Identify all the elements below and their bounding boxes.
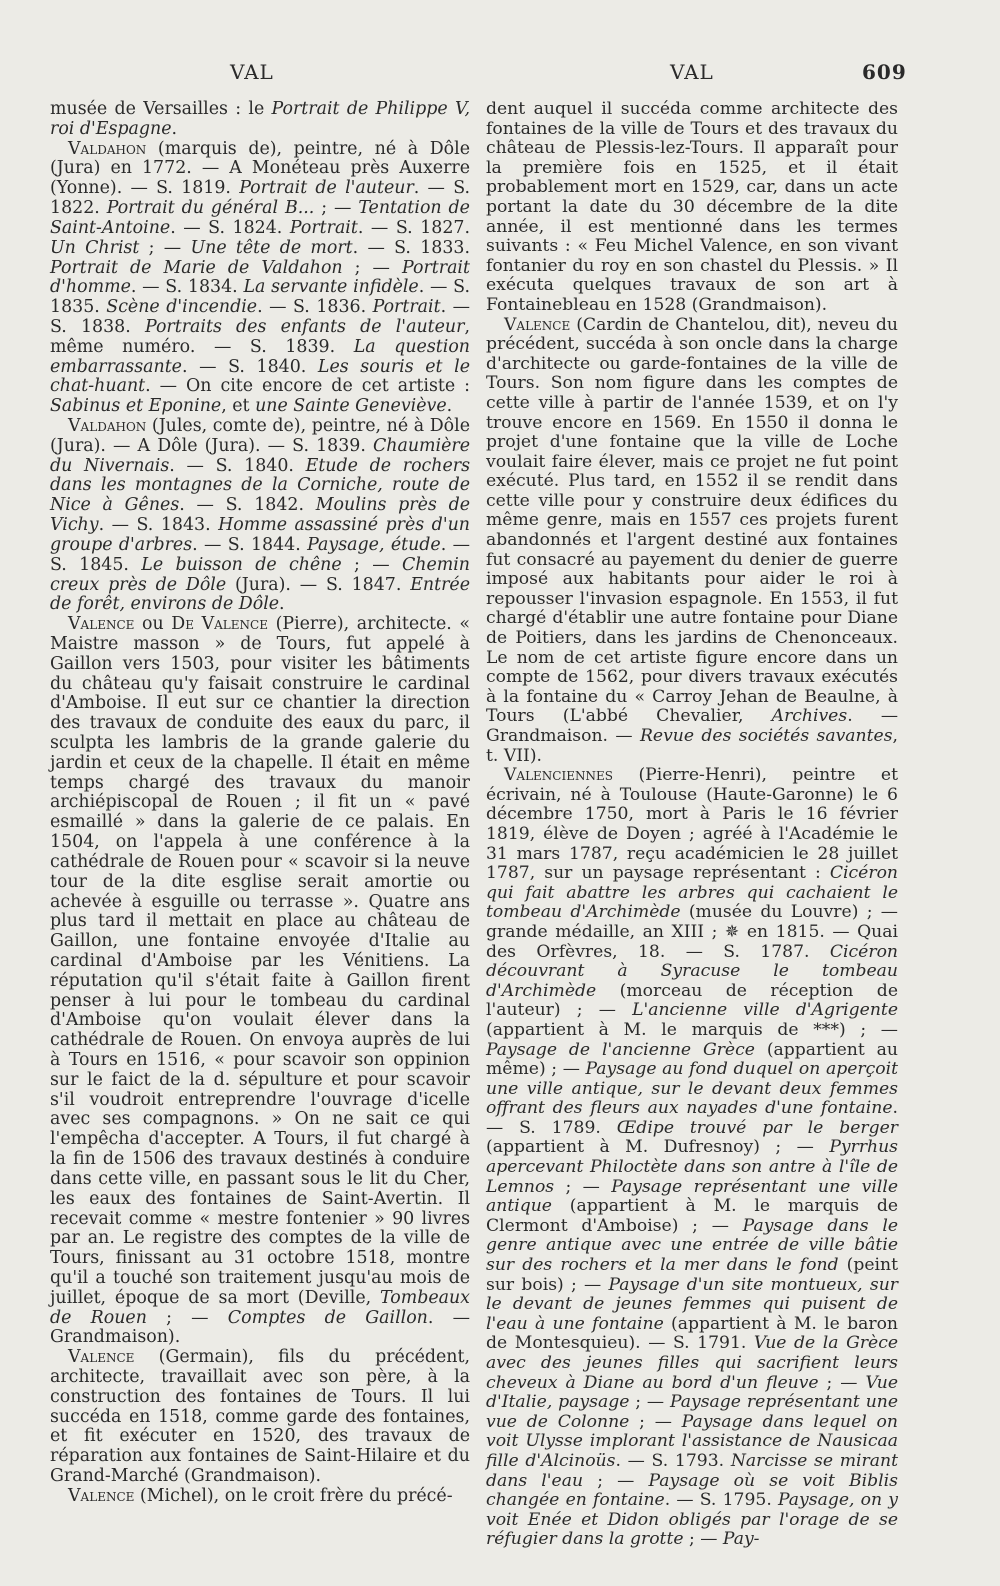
work-title: Cicéron qui fait abattre les arbres qui cachaient le tombeau d'Archimède <box>486 863 898 923</box>
entry-text: . — S. 1840. <box>181 356 318 377</box>
entry-headword: De Valence <box>171 614 268 635</box>
work-title: Cicéron découvrant à Syracuse le tombeau d'Archimède <box>486 941 898 1001</box>
work-title: une Sainte Geneviève <box>255 396 447 417</box>
entry-text: . — S. 1834. <box>130 277 244 298</box>
entry-text: . — S. 1789. <box>486 1098 898 1138</box>
entry-text: (appartient à M. Dufresnoy) ; — <box>486 1137 830 1158</box>
entry-text: . — S. 1845. <box>50 534 471 575</box>
entry-text: , t. VII). <box>486 726 898 766</box>
work-title: Paysage où se voit Biblis changée en fontaine <box>486 1470 898 1511</box>
entry-text: . — S. 1844. <box>192 534 308 555</box>
entry-headword: Valence <box>68 614 135 635</box>
entry-text: ; — <box>314 198 359 219</box>
work-title: Paysage au fond duquel on aperçoit une ville antique, sur le devant deux femmes offrant des fleurs aux nayades d'une fontaine <box>486 1059 898 1119</box>
entry-text: (appartient à M. le marquis de ***) ; — <box>486 1019 898 1040</box>
entry-text: . — S. 1824. <box>170 217 290 238</box>
dictionary-entry <box>50 417 470 615</box>
work-title: Portrait de l'auteur <box>239 178 414 199</box>
entry-text: . — S. 1840. <box>169 455 306 476</box>
entry-text: (Jura). — S. 1847. <box>226 574 411 595</box>
entry-text: (Michel), on le croit frère du précé- <box>134 1485 453 1506</box>
work-title: La question embarrassante <box>50 336 470 377</box>
entry-text: ; — <box>629 1411 682 1432</box>
entry-text: ; — <box>146 1307 228 1328</box>
running-header <box>0 60 1000 90</box>
dictionary-entry <box>486 766 898 1550</box>
work-title: Portraits des enfants de l'auteur <box>144 316 465 337</box>
work-title: Entrée de forêt, environs de Dôle <box>50 574 470 615</box>
page-number: 609 <box>862 60 907 84</box>
entry-text: ; — <box>341 554 402 575</box>
work-title: Vue d'Italie, paysage <box>486 1372 898 1413</box>
entry-text: . <box>446 396 453 417</box>
entry-text: ou <box>134 614 172 635</box>
work-title: Chemin creux près de Dôle <box>50 554 470 595</box>
entry-text: (appartient à M. le marquis de Clermont d'Amboise) ; — <box>486 1196 898 1236</box>
entry-text: (Pierre), architecte. « Maistre masson » de Tours, fut appelé à Gaillon vers 1503, pour visiter les bâtiments du château qu'y faisait construire le cardinal d'Amboise. Il eut sur ce chantier la direction des travaux de conduite des eaux du parc, il sculpta les lambris de la grande galerie du jardin et ceux de la chapelle. Il était en même temps chargé des travaux du manoir archiépiscopal de Rouen ; il fit un « pavé esmaillé » dans la galerie de ce palais. En 1504, on l'appela à une conférence à la cathédrale de Rouen pour « scavoir si la neuve tour de la dite esglise serait amortie ou achevée à esguille ou terrasse ». Quatre ans plus tard il mettait en place au château de Gaillon, une fontaine envoyée d'Italie au cardinal d'Amboise par les Vénitiens. La réputation qu'il s'était faite à Gaillon firent penser à lui pour le tombeau du cardinal d'Amboise qu'on voulait élever dans la cathédrale de Rouen. On envoya auprès de lui à Tours en 1516, « pour scavoir son oppinion sur le faict de la d. sépulture et pour scavoir s'il voudroit entreprendre l'ouvrage d'icelle avec ses compagnons. » On ne sait ce qui l'empêcha d'accepter. A Tours, il fut chargé à la fin de 1506 des travaux destinés à conduire dans cette ville, en passant sous le lit du Cher, les eaux des fontaines de Saint-Avertin. Il recevait comme « mestre fontenier » 90 livres par an. Le registre des comptes de la ville de Tours, finissant au 31 octobre 1518, montre qu'il a touché son traitement jusqu'au mois de juillet, époque de sa mort (Deville, <box>50 614 470 1308</box>
entry-text: . — S. 1838. <box>50 297 471 337</box>
work-title: Portrait <box>289 217 358 238</box>
work-title: Tentation de Saint-Antoine <box>50 198 470 238</box>
header-right-title: VAL <box>670 60 714 84</box>
work-title: Portrait de Marie de Valdahon <box>50 257 343 278</box>
entry-text: ; — <box>629 1392 670 1413</box>
entry-text: . — S. 1843. <box>98 515 219 536</box>
entry-text: . <box>279 594 285 615</box>
entry-text: . — S. 1793. <box>615 1450 731 1471</box>
work-title: Paysage, on y voit Enée et Didon obligés par l'orage de se réfugier dans la grotte <box>486 1490 898 1550</box>
dictionary-entry <box>50 100 470 140</box>
entry-text: , même numéro. — S. 1839. <box>50 316 470 357</box>
dictionary-entry <box>50 140 470 417</box>
work-title: Portrait d'homme <box>50 257 470 298</box>
work-title: Paysage dans le genre antique avec une entrée de ville bâtie sur des rochers et la mer dans le fond <box>486 1215 898 1276</box>
work-title: Revue des sociétés savantes <box>639 726 893 746</box>
work-title: Portrait du général B... <box>106 198 315 219</box>
entry-text: . — S. 1822. <box>50 178 471 219</box>
work-title: Tombeaux de Rouen <box>50 1287 470 1328</box>
entry-text: , et <box>221 396 256 417</box>
work-title: Homme assassiné près d'un groupe d'arbres <box>50 515 470 555</box>
entry-headword: Valence <box>504 314 571 335</box>
entry-text: (appartient au même) ; — <box>486 1039 898 1080</box>
work-title: Œdipe trouvé par le berger <box>616 1117 898 1138</box>
entry-text: musée de Versailles : le <box>50 99 272 119</box>
work-title: Portrait <box>372 297 441 318</box>
work-title: Sabinus et Eponine <box>50 396 222 417</box>
entry-headword: Valenciennes <box>504 765 613 786</box>
work-title: Pay- <box>722 1529 760 1550</box>
work-title: La servante infidèle <box>243 277 419 298</box>
entry-text: . — S. 1795. <box>664 1490 778 1511</box>
entry-text: (appartient à M. le baron de Montesquieu). — S. 1791. <box>486 1313 898 1354</box>
header-left-title: VAL <box>230 60 274 84</box>
work-title: Paysage, étude <box>307 534 441 555</box>
left-text-column <box>50 100 470 1507</box>
entry-text: ; — <box>342 257 402 278</box>
work-title: L'ancienne ville d'Agrigente <box>632 1000 898 1021</box>
work-title: Les souris et le chat-huant <box>50 356 470 397</box>
entry-text: . — S. 1842. <box>179 495 316 516</box>
work-title: Paysage représentant une vue de Colonne <box>486 1392 898 1432</box>
work-title: Paysage dans lequel on voit Ulysse implorant l'assistance de Nausicaa fille d'Alcinoüs <box>486 1411 898 1471</box>
work-title: Narcisse se mirant dans l'eau <box>486 1450 898 1491</box>
work-title: Portrait de Philippe V, roi d'Espagne <box>50 99 470 139</box>
entry-text: (peint sur bois) ; — <box>486 1255 898 1295</box>
entry-text: ; — <box>554 1176 612 1197</box>
entry-text: (musée du Louvre) ; — grande médaille, an XIII ; ✵ en 1815. — Quai des Orfèvres, 18. — S. 1787. <box>486 902 898 962</box>
entry-text: . — On cite encore de cet artiste : <box>145 376 470 397</box>
work-title: Le buisson de chêne <box>141 554 342 575</box>
entry-text: ; — <box>818 1372 866 1393</box>
entry-text: (Pierre-Henri), peintre et écrivain, né à Toulouse (Haute-Garonne) le 6 décembre 1750, mort à Paris le 16 février 1819, élève de Doyen ; agréé à l'Académie le 31 mars 1787, reçu académicien le 28 juillet 1787, sur un paysage représentant : <box>486 765 898 884</box>
entry-text: (Jules, comte de), peintre, né à Dôle (Jura). — A Dôle (Jura). — S. 1839. <box>50 416 470 456</box>
work-title: Pyrrhus apercevant Philoctète dans son antre à l'île de Lemnos <box>486 1137 898 1197</box>
work-title: Moulins près de Vichy <box>50 495 470 536</box>
entry-text: . — S. 1835. <box>50 277 470 318</box>
dictionary-entry <box>486 316 898 767</box>
entry-headword: Valence <box>68 1485 135 1506</box>
work-title: Comptes de Gaillon <box>227 1307 428 1328</box>
work-title: Paysage représentant une ville antique <box>486 1176 898 1217</box>
work-title: Paysage de l'ancienne Grèce <box>486 1039 755 1060</box>
work-title: Archives <box>771 706 848 727</box>
entry-headword: Valdahon <box>68 138 147 159</box>
work-title: Etude de rochers dans les montagnes de la Corniche, route de Nice à Gênes <box>50 455 471 516</box>
entry-text: (marquis de), peintre, né à Dôle (Jura) en 1772. — A Monéteau près Auxerre (Yonne). — S. 1819. <box>50 138 470 199</box>
work-title: Scène d'incendie <box>106 297 258 318</box>
work-title: Un Christ <box>50 237 140 258</box>
work-title: Paysage d'un site montueux, sur le devant de jeunes femmes qui puisent de l'eau à une fontaine <box>486 1274 898 1334</box>
entry-text: . — Grandmaison). <box>50 1307 471 1348</box>
entry-headword: Valence <box>68 1347 135 1368</box>
entry-text: . — S. 1833. <box>352 237 470 258</box>
entry-text: . — S. 1836. <box>257 297 373 318</box>
entry-headword: Valdahon <box>68 416 147 436</box>
dictionary-entry <box>50 615 470 1348</box>
entry-text: . <box>171 118 178 139</box>
entry-text: . — S. 1827. <box>357 217 470 238</box>
entry-text: ; — <box>683 1529 723 1550</box>
entry-text: ; — <box>139 237 191 258</box>
dictionary-entry <box>486 100 898 316</box>
entry-text: dent auquel il succéda comme architecte des fontaines de la ville de Tours et des travaux du château de Plessis-lez-Tours. Il apparaît pour la première fois en 1525, et il était probablement mort en 1529, car, dans un acte portant la date du 30 décembre de la dite année, il est mentionné dans les termes suivants : « Feu Michel Valence, en son vivant fontanier du roy en son chastel du Plessis. » Il exécuta quelques travaux de son art à Fontainebleau en 1528 (Grandmaison). <box>486 99 898 315</box>
entry-text: ; — <box>583 1470 649 1491</box>
entry-text: (Germain), fils du précédent, architecte, travaillait avec son père, à la construction des fontaines de Tours. Il lui succéda en 1518, comme garde des fontaines, et fit exécuter en 1520, des travaux de réparation aux fontaines de Saint-Hilaire et du Grand-Marché (Grandmaison). <box>50 1347 470 1487</box>
entry-text: (morceau de réception de l'auteur) ; — <box>486 980 898 1021</box>
dictionary-entry <box>50 1487 470 1507</box>
work-title: Une tête de mort <box>190 237 353 258</box>
work-title: Chaumière du Nivernais <box>50 435 470 476</box>
right-text-column <box>486 100 898 1550</box>
entry-text: (Cardin de Chantelou, dit), neveu du précédent, succéda à son oncle dans la charge d'architecte ou garde-fontaines de la ville de Tours. Son nom figure dans les comptes de cette ville à partir de l'année 1539, et on l'y trouve encore en 1569. En 1550 il donna le projet d'une fontaine que la ville de Loche voulait faire élever, mais ce projet ne fut point exécuté. Plus tard, en 1552 il se rendit dans cette ville pour y construire deux édifices du même genre, mais en 1557 ces projets furent abandonnés et l'argent destiné aux fontaines fut consacré au payement du denier de guerre imposé aux habitants pour aider le roi à repousser l'invasion espagnole. En 1553, il fut chargé d'établir une autre fontaine pour Diane de Poitiers, dans les jardins de Chenonceaux. Le nom de cet artiste figure encore dans un compte de 1562, pour divers travaux exécutés à la fontaine du « Carroy Jehan de Beaulne, à Tours (L'abbé Chevalier, <box>486 314 898 727</box>
entry-text: . — Grandmaison. — <box>486 706 899 746</box>
work-title: Vue de la Grèce avec des jeunes filles qui sacrifient leurs cheveux à Diane au bord d'un fleuve <box>486 1333 899 1393</box>
dictionary-entry <box>50 1348 470 1487</box>
